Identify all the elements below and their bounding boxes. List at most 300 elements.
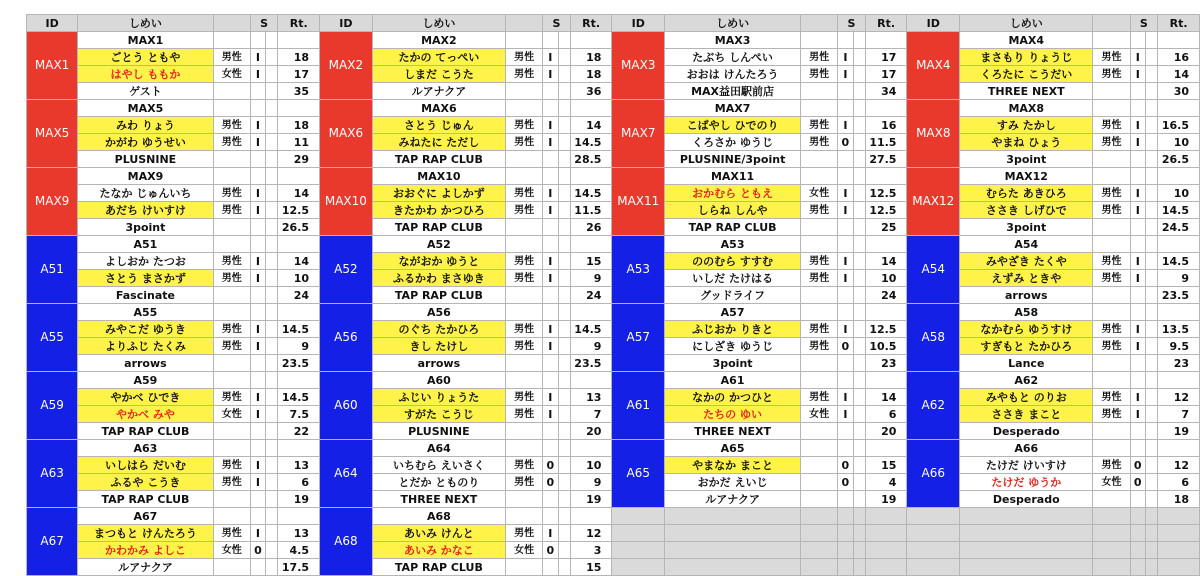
player-s: I	[250, 406, 265, 423]
label-blank	[543, 236, 558, 253]
player-s: I	[543, 185, 558, 202]
team-blank	[213, 559, 250, 576]
team-blank	[838, 219, 853, 236]
team-name: THREE NEXT	[372, 491, 505, 508]
label-blank	[865, 100, 907, 117]
team-blank	[801, 151, 838, 168]
team-name: THREE NEXT	[960, 83, 1093, 100]
empty-cell	[801, 525, 838, 542]
player-s: I	[250, 270, 265, 287]
label-blank	[1130, 236, 1145, 253]
empty-cell	[612, 542, 665, 559]
player-s: I	[838, 49, 853, 66]
player-s: I	[1130, 49, 1145, 66]
player-name: おおは けんたろう	[665, 66, 801, 83]
header-rt: Rt.	[278, 15, 320, 32]
empty-cell	[1093, 559, 1130, 576]
header-s: S	[1130, 15, 1158, 32]
player-spacer	[1145, 117, 1157, 134]
team-blank	[558, 219, 570, 236]
player-rating: 18	[278, 117, 320, 134]
label-blank	[853, 236, 865, 253]
label-blank	[570, 100, 612, 117]
team-id: A57	[612, 304, 665, 372]
player-name: みやざき たくや	[960, 253, 1093, 270]
team-blank	[838, 491, 853, 508]
player-spacer	[558, 525, 570, 542]
empty-cell	[1093, 508, 1130, 525]
team-id: MAX3	[612, 32, 665, 100]
label-blank	[266, 372, 278, 389]
player-sex: 男性	[506, 66, 543, 83]
player-sex: 男性	[506, 134, 543, 151]
player-s: I	[543, 270, 558, 287]
team-rating: 24	[278, 287, 320, 304]
player-spacer	[1145, 185, 1157, 202]
empty-cell	[865, 559, 907, 576]
player-name: すがた こうじ	[372, 406, 505, 423]
player-name: おかだ えいじ	[665, 474, 801, 491]
player-name: むらた あきひろ	[960, 185, 1093, 202]
team-label: A58	[960, 304, 1093, 321]
player-rating: 10	[865, 270, 907, 287]
team-id: A64	[320, 440, 373, 508]
player-spacer	[853, 202, 865, 219]
player-name: くろたに こうだい	[960, 66, 1093, 83]
label-blank	[278, 168, 320, 185]
player-s: 0	[543, 457, 558, 474]
player-spacer	[266, 134, 278, 151]
table-row	[27, 304, 1200, 321]
player-s: I	[1130, 406, 1145, 423]
player-s: I	[1130, 202, 1145, 219]
player-spacer	[1145, 406, 1157, 423]
player-sex: 男性	[1093, 185, 1130, 202]
team-blank	[506, 491, 543, 508]
empty-cell	[907, 525, 960, 542]
team-label: MAX6	[372, 100, 505, 117]
team-id: A59	[27, 372, 78, 440]
team-blank	[801, 219, 838, 236]
table-row	[27, 508, 1200, 525]
player-name: しまだ こうた	[372, 66, 505, 83]
header-s: S	[838, 15, 866, 32]
player-rating: 13	[278, 525, 320, 542]
team-blank	[1145, 151, 1157, 168]
player-rating: 12.5	[865, 321, 907, 338]
label-blank	[1093, 100, 1130, 117]
label-blank	[1130, 440, 1145, 457]
label-blank	[1158, 168, 1200, 185]
player-rating: 10	[570, 457, 612, 474]
player-sex	[801, 474, 838, 491]
empty-cell	[665, 508, 801, 525]
team-blank	[838, 423, 853, 440]
team-blank	[853, 287, 865, 304]
label-blank	[1130, 372, 1145, 389]
label-blank	[1093, 440, 1130, 457]
empty-cell	[1158, 508, 1200, 525]
player-name: あいみ かなこ	[372, 542, 505, 559]
team-label: A62	[960, 372, 1093, 389]
player-s: I	[838, 406, 853, 423]
label-blank	[543, 32, 558, 49]
player-name: いしはら だいむ	[78, 457, 213, 474]
player-s: I	[543, 406, 558, 423]
team-name: TAP RAP CLUB	[372, 559, 505, 576]
empty-cell	[1130, 525, 1145, 542]
team-blank	[1130, 83, 1145, 100]
label-blank	[801, 100, 838, 117]
player-sex: 男性	[506, 406, 543, 423]
player-spacer	[1145, 49, 1157, 66]
empty-cell	[1130, 559, 1145, 576]
player-spacer	[558, 134, 570, 151]
team-blank	[1093, 355, 1130, 372]
team-rating: 35	[278, 83, 320, 100]
team-blank	[1130, 355, 1145, 372]
team-blank	[1093, 287, 1130, 304]
team-label: A65	[665, 440, 801, 457]
label-blank	[865, 168, 907, 185]
player-spacer	[1145, 338, 1157, 355]
header-id: ID	[320, 15, 373, 32]
player-rating: 14.5	[570, 134, 612, 151]
player-spacer	[266, 270, 278, 287]
team-blank	[506, 287, 543, 304]
label-blank	[558, 372, 570, 389]
team-blank	[266, 355, 278, 372]
label-blank	[853, 168, 865, 185]
team-blank	[1145, 423, 1157, 440]
label-blank	[278, 508, 320, 525]
team-id: MAX7	[612, 100, 665, 168]
label-blank	[506, 508, 543, 525]
label-blank	[838, 32, 853, 49]
empty-cell	[960, 542, 1093, 559]
header-name: しめい	[372, 15, 505, 32]
player-sex: 男性	[213, 525, 250, 542]
player-s: I	[838, 270, 853, 287]
team-rating: 23	[1158, 355, 1200, 372]
team-label: MAX12	[960, 168, 1093, 185]
player-spacer	[558, 185, 570, 202]
team-label: MAX11	[665, 168, 801, 185]
player-name: しらね しんや	[665, 202, 801, 219]
team-rating: 15	[570, 559, 612, 576]
empty-cell	[1145, 508, 1157, 525]
player-rating: 12	[1158, 389, 1200, 406]
label-blank	[801, 440, 838, 457]
team-blank	[853, 355, 865, 372]
player-name: おおぐに よしかず	[372, 185, 505, 202]
team-id: MAX2	[320, 32, 373, 100]
team-blank	[558, 83, 570, 100]
label-blank	[1145, 304, 1157, 321]
label-blank	[266, 100, 278, 117]
empty-cell	[1158, 525, 1200, 542]
label-blank	[1145, 372, 1157, 389]
empty-cell	[865, 525, 907, 542]
team-blank	[853, 219, 865, 236]
header-id: ID	[27, 15, 78, 32]
label-blank	[853, 372, 865, 389]
player-name: いちむら えいさく	[372, 457, 505, 474]
player-spacer	[1145, 474, 1157, 491]
label-blank	[506, 236, 543, 253]
player-s: I	[250, 338, 265, 355]
label-blank	[838, 236, 853, 253]
team-blank	[213, 219, 250, 236]
team-blank	[853, 423, 865, 440]
player-rating: 15	[570, 253, 612, 270]
player-s: I	[543, 66, 558, 83]
player-rating: 6	[1158, 474, 1200, 491]
player-name: えずみ ときや	[960, 270, 1093, 287]
empty-cell	[838, 542, 853, 559]
label-blank	[558, 236, 570, 253]
player-s: 0	[543, 474, 558, 491]
empty-cell	[865, 508, 907, 525]
player-name: まつもと けんたろう	[78, 525, 213, 542]
player-rating: 14.5	[278, 321, 320, 338]
team-label: A68	[372, 508, 505, 525]
player-name: なかむら ゆうすけ	[960, 321, 1093, 338]
player-s: I	[838, 117, 853, 134]
player-rating: 3	[570, 542, 612, 559]
label-blank	[266, 236, 278, 253]
team-name: 3point	[960, 219, 1093, 236]
label-blank	[1145, 440, 1157, 457]
team-id: A53	[612, 236, 665, 304]
team-blank	[266, 287, 278, 304]
player-name: たけだ けいすけ	[960, 457, 1093, 474]
team-blank	[853, 151, 865, 168]
team-label: A55	[78, 304, 213, 321]
team-name: 3point	[960, 151, 1093, 168]
empty-cell	[907, 559, 960, 576]
player-name: やまなか まこと	[665, 457, 801, 474]
player-sex: 男性	[506, 253, 543, 270]
player-name: よしおか たつお	[78, 253, 213, 270]
player-s: I	[1130, 66, 1145, 83]
label-blank	[1145, 100, 1157, 117]
team-blank	[558, 559, 570, 576]
player-sex: 男性	[506, 49, 543, 66]
team-rating: 20	[570, 423, 612, 440]
player-spacer	[1145, 66, 1157, 83]
label-blank	[278, 372, 320, 389]
label-blank	[250, 304, 265, 321]
player-rating: 7	[1158, 406, 1200, 423]
empty-cell	[960, 559, 1093, 576]
empty-cell	[1145, 525, 1157, 542]
empty-cell	[853, 542, 865, 559]
header-name: しめい	[78, 15, 213, 32]
player-name: みやこだ ゆうき	[78, 321, 213, 338]
player-rating: 9	[570, 270, 612, 287]
player-name: ささき しげひで	[960, 202, 1093, 219]
player-s: I	[1130, 134, 1145, 151]
label-blank	[1093, 32, 1130, 49]
player-rating: 14.5	[1158, 202, 1200, 219]
team-blank	[558, 287, 570, 304]
player-sex: 男性	[506, 321, 543, 338]
player-name: ふるや こうき	[78, 474, 213, 491]
team-rating: 28.5	[570, 151, 612, 168]
label-blank	[853, 440, 865, 457]
label-blank	[865, 32, 907, 49]
empty-cell	[1130, 542, 1145, 559]
player-spacer	[1145, 134, 1157, 151]
player-spacer	[853, 338, 865, 355]
team-blank	[1130, 491, 1145, 508]
player-name: ながおか ゆうと	[372, 253, 505, 270]
label-blank	[558, 440, 570, 457]
empty-cell	[665, 525, 801, 542]
player-spacer	[558, 457, 570, 474]
team-blank	[1130, 219, 1145, 236]
player-name: やかべ ひでき	[78, 389, 213, 406]
player-s: 0	[543, 542, 558, 559]
team-id: A56	[320, 304, 373, 372]
team-blank	[213, 83, 250, 100]
team-id: MAX4	[907, 32, 960, 100]
team-blank	[838, 83, 853, 100]
player-sex: 男性	[213, 202, 250, 219]
player-name: すぎもと たかひろ	[960, 338, 1093, 355]
team-label: MAX10	[372, 168, 505, 185]
team-rating: 20	[865, 423, 907, 440]
label-blank	[1158, 440, 1200, 457]
player-s: I	[838, 389, 853, 406]
label-blank	[266, 440, 278, 457]
player-spacer	[266, 457, 278, 474]
player-name: ふじおか りきと	[665, 321, 801, 338]
team-blank	[266, 219, 278, 236]
empty-cell	[838, 508, 853, 525]
team-name: MAX益田駅前店	[665, 83, 801, 100]
label-blank	[278, 100, 320, 117]
player-name: まさもり りょうじ	[960, 49, 1093, 66]
header-name: しめい	[665, 15, 801, 32]
label-blank	[1130, 100, 1145, 117]
team-id: MAX12	[907, 168, 960, 236]
team-rating: 27.5	[865, 151, 907, 168]
team-blank	[213, 491, 250, 508]
team-rating: 26.5	[1158, 151, 1200, 168]
label-blank	[266, 304, 278, 321]
header-blank	[1093, 15, 1130, 32]
team-blank	[213, 355, 250, 372]
label-blank	[853, 32, 865, 49]
player-rating: 9	[1158, 270, 1200, 287]
player-sex: 男性	[801, 389, 838, 406]
empty-cell	[665, 542, 801, 559]
player-rating: 12	[1158, 457, 1200, 474]
team-label: A54	[960, 236, 1093, 253]
player-s: I	[1130, 338, 1145, 355]
label-blank	[543, 168, 558, 185]
player-rating: 7.5	[278, 406, 320, 423]
team-blank	[1145, 287, 1157, 304]
player-spacer	[853, 253, 865, 270]
player-spacer	[558, 270, 570, 287]
team-label: A51	[78, 236, 213, 253]
player-rating: 12	[570, 525, 612, 542]
player-sex: 男性	[801, 117, 838, 134]
player-rating: 13	[278, 457, 320, 474]
player-sex: 男性	[1093, 338, 1130, 355]
player-s: I	[250, 49, 265, 66]
label-blank	[250, 100, 265, 117]
team-blank	[1130, 287, 1145, 304]
label-blank	[1093, 168, 1130, 185]
player-s: I	[838, 185, 853, 202]
player-name: すみ たかし	[960, 117, 1093, 134]
team-rating: 24	[570, 287, 612, 304]
player-name: ふじい りょうた	[372, 389, 505, 406]
label-blank	[853, 100, 865, 117]
team-blank	[838, 355, 853, 372]
player-spacer	[853, 474, 865, 491]
team-blank	[543, 355, 558, 372]
team-rating: 26	[570, 219, 612, 236]
player-spacer	[558, 253, 570, 270]
team-blank	[250, 151, 265, 168]
team-rating: 23.5	[278, 355, 320, 372]
player-spacer	[1145, 270, 1157, 287]
player-rating: 10	[278, 270, 320, 287]
player-name: かがわ ゆうせい	[78, 134, 213, 151]
label-blank	[1145, 236, 1157, 253]
player-name: たなか じゅんいち	[78, 185, 213, 202]
team-name: arrows	[960, 287, 1093, 304]
team-blank	[250, 355, 265, 372]
team-id: MAX5	[27, 100, 78, 168]
team-label: MAX5	[78, 100, 213, 117]
player-name: こばやし ひでのり	[665, 117, 801, 134]
player-spacer	[266, 321, 278, 338]
team-label: MAX7	[665, 100, 801, 117]
table-row	[27, 372, 1200, 389]
player-s: I	[1130, 270, 1145, 287]
header-id: ID	[612, 15, 665, 32]
team-label: A56	[372, 304, 505, 321]
team-blank	[1093, 151, 1130, 168]
player-s: I	[250, 474, 265, 491]
team-label: A52	[372, 236, 505, 253]
player-s: I	[543, 338, 558, 355]
team-blank	[506, 559, 543, 576]
player-rating: 13.5	[1158, 321, 1200, 338]
header-rt: Rt.	[1158, 15, 1200, 32]
player-sex: 男性	[1093, 49, 1130, 66]
player-spacer	[853, 389, 865, 406]
team-blank	[1093, 491, 1130, 508]
player-sex: 男性	[801, 270, 838, 287]
player-rating: 11.5	[570, 202, 612, 219]
player-s: I	[543, 134, 558, 151]
player-rating: 6	[278, 474, 320, 491]
player-sex: 男性	[1093, 389, 1130, 406]
player-spacer	[1145, 389, 1157, 406]
team-label: MAX8	[960, 100, 1093, 117]
player-spacer	[558, 389, 570, 406]
team-rating: 19	[1158, 423, 1200, 440]
player-rating: 9	[570, 338, 612, 355]
empty-cell	[960, 508, 1093, 525]
